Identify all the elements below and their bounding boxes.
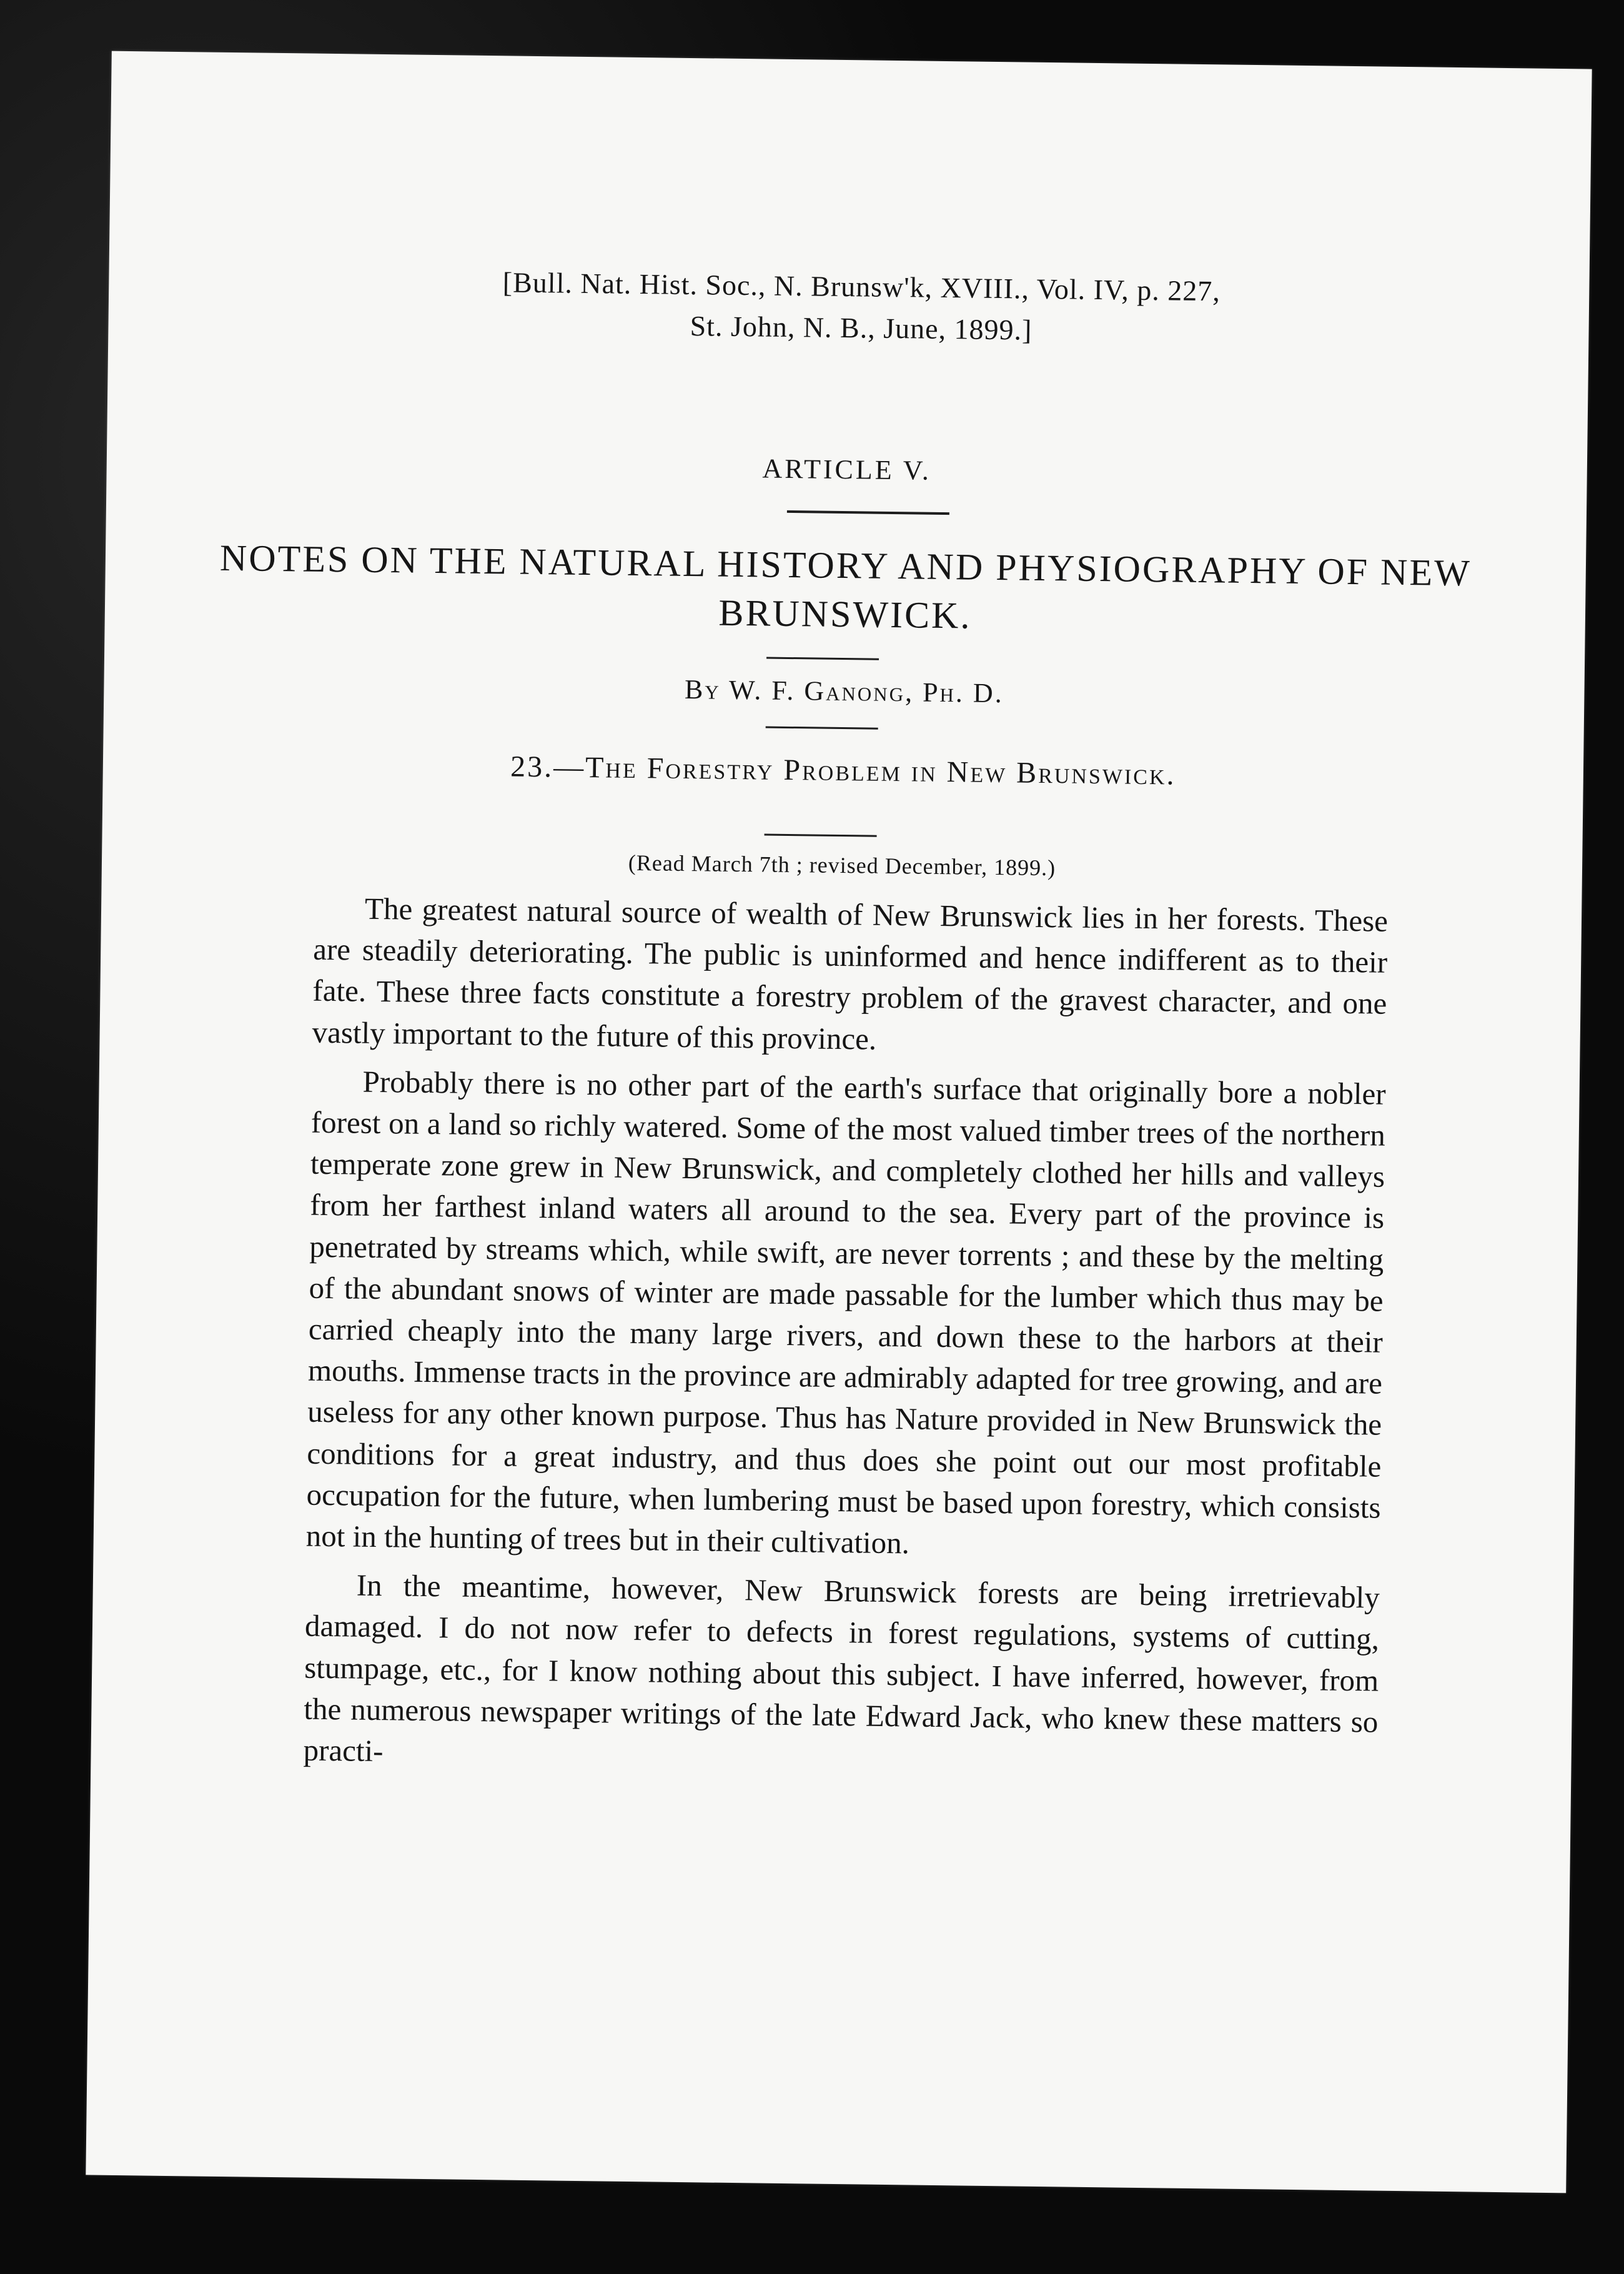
article-title: NOTES ON THE NATURAL HISTORY AND PHYSIOGRAPHY OF NEW BRUNSWICK. xyxy=(219,537,1472,637)
divider-rule xyxy=(765,834,877,837)
body-paragraph: The greatest natural source of wealth of New Brunswick lies in her forests. These are steadily deteriorating. The public is uninformed and hence indifferent as to their fate. These three facts constitute a forestry problem of the gravest character, and one vastly important to the future of this province. xyxy=(312,891,1389,1056)
section-title: 23.—The Forestry Problem in New Brunswick. xyxy=(510,750,1176,792)
body-paragraph: Probably there is no other part of the earth's surface that originally bore a nobler forest on a land so richly watered. Some of the most valued timber trees of the northern temperate zone grew in New Brunswick, and completely clothed her hills and valleys from her farthest inland waters all around to the sea. Every part of the province is penetrated by streams which, while swift, are never torrents ; and these by the melting of the abundant snows of winter are made passable for the lumber which thus may be carried cheaply into the many large rivers, and down these to the harbors at their mouths. Immense tracts in the province are admirably adapted for tree growing, and are useless for any other known purpose. Thus has Nature provided in New Brunswick the conditions for a great industry, and thus does she point out our most profitable occupation for the future, when lumbering must be based upon forestry, which consists not in the hunting of trees but in their cultivation. xyxy=(305,1064,1386,1561)
divider-rule xyxy=(766,727,878,730)
divider-rule xyxy=(787,510,949,515)
divider-rule xyxy=(766,657,879,660)
author-byline: By W. F. Ganong, Ph. D. xyxy=(684,673,1004,709)
citation-header xyxy=(108,257,1589,358)
citation-line-2: St. John, N. B., June, 1899.] xyxy=(690,309,1032,346)
article-label: ARTICLE V. xyxy=(762,453,932,486)
read-date-note: (Read March 7th ; revised December, 1899.) xyxy=(628,850,1056,881)
document-page xyxy=(86,51,1592,2193)
citation-line-1: [Bull. Nat. Hist. Soc., N. Brunsw'k, XVIII., Vol. IV, p. 227, xyxy=(502,266,1221,307)
article-body xyxy=(303,888,1388,1792)
body-paragraph: In the meantime, however, New Brunswick forests are being irretrievably damaged. I do not now refer to defects in forest regulations, systems of cutting, stumpage, etc., for I know nothing about this subject. I have inferred, however, from the numerous newspaper writings of the late Edward Jack, who knew these matters so practi- xyxy=(303,1567,1380,1769)
